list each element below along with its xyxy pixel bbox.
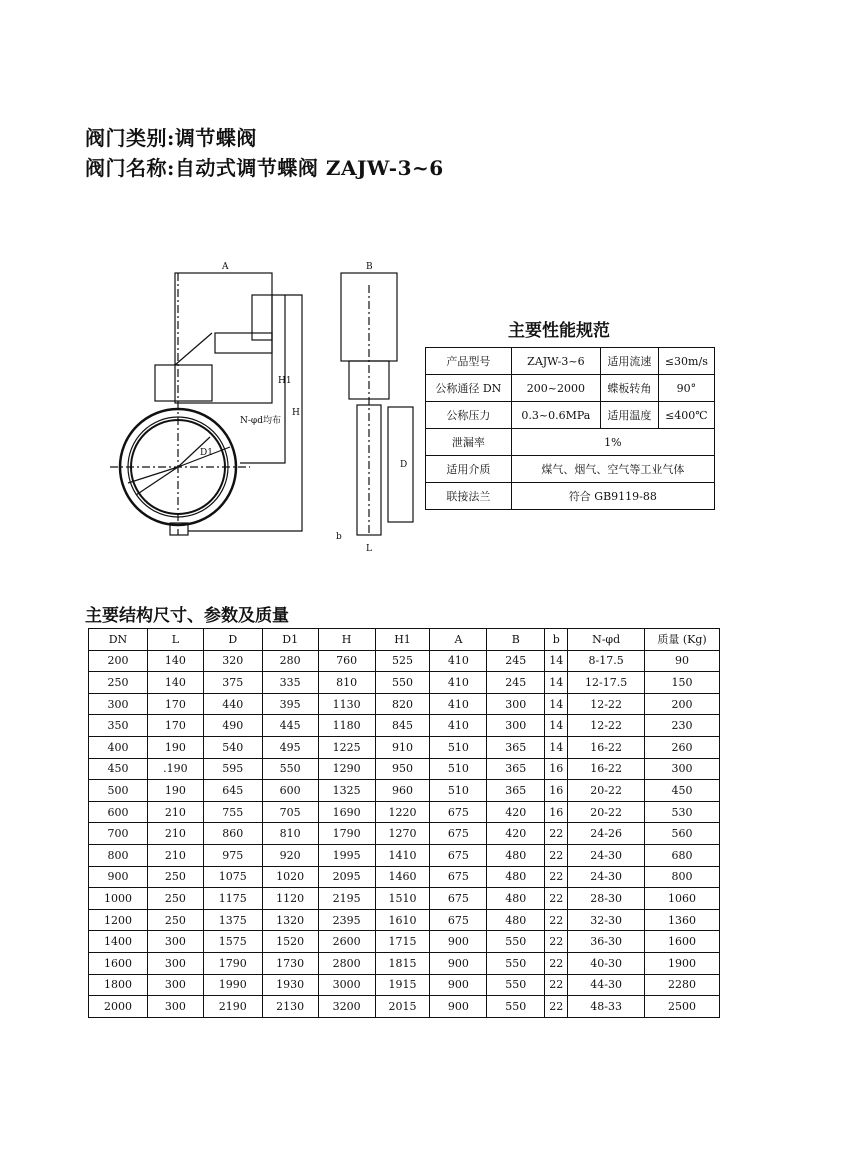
table-cell: 20-22	[568, 780, 645, 802]
table-cell: 3200	[318, 996, 375, 1018]
table-cell: 140	[147, 672, 203, 694]
table-cell: 810	[318, 672, 375, 694]
table-cell: 975	[203, 844, 262, 866]
dimensions-table	[88, 628, 720, 1018]
table-cell: 1460	[375, 866, 430, 888]
label-b-lower: b	[336, 532, 342, 542]
table-cell: 22	[545, 866, 568, 888]
table-cell: 300	[487, 715, 545, 737]
table-cell: 2500	[645, 996, 720, 1018]
table-row	[89, 650, 720, 672]
table-cell: 510	[430, 758, 487, 780]
table-cell: 365	[487, 736, 545, 758]
table-cell: 495	[262, 736, 318, 758]
table-cell: 680	[645, 844, 720, 866]
cell: 联接法兰	[426, 483, 512, 510]
table-cell: 1915	[375, 974, 430, 996]
table-cell: 1790	[318, 823, 375, 845]
table-cell: 250	[147, 909, 203, 931]
table-cell: 12-17.5	[568, 672, 645, 694]
table-cell: 860	[203, 823, 262, 845]
table-cell: 600	[262, 780, 318, 802]
table-cell: 28-30	[568, 888, 645, 910]
front-outline	[175, 273, 272, 403]
cell: ≤30m/s	[658, 348, 714, 375]
table-cell: 16	[545, 801, 568, 823]
table-cell: 260	[645, 736, 720, 758]
table-row	[426, 348, 715, 375]
table-cell: 800	[645, 866, 720, 888]
table-cell: 1175	[203, 888, 262, 910]
table-cell: 1900	[645, 952, 720, 974]
table-row	[89, 736, 720, 758]
table-cell: 335	[262, 672, 318, 694]
table-cell: 20-22	[568, 801, 645, 823]
table-cell: 2395	[318, 909, 375, 931]
table-cell: 12-22	[568, 693, 645, 715]
table-cell: 675	[430, 844, 487, 866]
table-cell: 960	[375, 780, 430, 802]
table-cell: 845	[375, 715, 430, 737]
table-cell: 14	[545, 672, 568, 694]
table-cell: 900	[430, 974, 487, 996]
column-header: H1	[375, 629, 430, 651]
table-row	[89, 909, 720, 931]
table-cell: 230	[645, 715, 720, 737]
table-cell: 410	[430, 693, 487, 715]
table-cell: 16-22	[568, 736, 645, 758]
table-cell: 500	[89, 780, 148, 802]
column-header: 质量 (Kg)	[645, 629, 720, 651]
table-cell: 480	[487, 909, 545, 931]
table-cell: 24-30	[568, 844, 645, 866]
cell: 0.3~0.6MPa	[511, 402, 600, 429]
table-cell: 14	[545, 650, 568, 672]
table-cell: 1410	[375, 844, 430, 866]
cell: 适用温度	[601, 402, 659, 429]
table-cell: 420	[487, 801, 545, 823]
table-cell: 22	[545, 909, 568, 931]
table-cell: 14	[545, 736, 568, 758]
label-h: H	[292, 408, 300, 418]
cell: 适用流速	[601, 348, 659, 375]
table-cell: 675	[430, 866, 487, 888]
table-cell: 300	[89, 693, 148, 715]
cell: 1%	[511, 429, 714, 456]
table-cell: 645	[203, 780, 262, 802]
table-cell: 900	[89, 866, 148, 888]
table-cell: 1020	[262, 866, 318, 888]
table-cell: 490	[203, 715, 262, 737]
table-cell: 2000	[89, 996, 148, 1018]
column-header: D1	[262, 629, 318, 651]
table-cell: 1815	[375, 952, 430, 974]
table-cell: 2095	[318, 866, 375, 888]
table-cell: 44-30	[568, 974, 645, 996]
label-l: L	[366, 544, 372, 554]
table-cell: 550	[375, 672, 430, 694]
table-cell: 22	[545, 974, 568, 996]
label-n-phid: N-φd均布	[240, 416, 281, 426]
table-cell: 705	[262, 801, 318, 823]
table-cell: 510	[430, 736, 487, 758]
table-row	[426, 429, 715, 456]
table-cell: 300	[147, 931, 203, 953]
table-cell: 600	[89, 801, 148, 823]
cell: 200~2000	[511, 375, 600, 402]
table-cell: 1320	[262, 909, 318, 931]
table-row	[89, 823, 720, 845]
table-row	[89, 866, 720, 888]
table-cell: 40-30	[568, 952, 645, 974]
column-header: B	[487, 629, 545, 651]
table-cell: 800	[89, 844, 148, 866]
column-header: DN	[89, 629, 148, 651]
table-cell: 1270	[375, 823, 430, 845]
table-cell: 1575	[203, 931, 262, 953]
table-cell: 170	[147, 715, 203, 737]
column-header: A	[430, 629, 487, 651]
table-cell: 2190	[203, 996, 262, 1018]
table-cell: 1220	[375, 801, 430, 823]
table-cell: 2280	[645, 974, 720, 996]
table-cell: 1520	[262, 931, 318, 953]
table-cell: 8-17.5	[568, 650, 645, 672]
table-row	[89, 758, 720, 780]
table-cell: 3000	[318, 974, 375, 996]
cell: 90°	[658, 375, 714, 402]
table-cell: 560	[645, 823, 720, 845]
table-cell: 920	[262, 844, 318, 866]
table-row	[426, 375, 715, 402]
gearbox	[155, 365, 212, 401]
table-row	[89, 672, 720, 694]
table-cell: 250	[147, 888, 203, 910]
table-cell: 300	[487, 693, 545, 715]
table-cell: 375	[203, 672, 262, 694]
table-cell: 1995	[318, 844, 375, 866]
label-a: A	[222, 262, 229, 272]
table-cell: 2015	[375, 996, 430, 1018]
table-cell: 1930	[262, 974, 318, 996]
table-cell: 2195	[318, 888, 375, 910]
table-cell: 550	[487, 952, 545, 974]
cell: 公称通径 DN	[426, 375, 512, 402]
table-cell: 550	[487, 996, 545, 1018]
table-cell: 1400	[89, 931, 148, 953]
column-header: L	[147, 629, 203, 651]
table-cell: 900	[430, 996, 487, 1018]
table-cell: 440	[203, 693, 262, 715]
table-cell: 1600	[89, 952, 148, 974]
table-cell: 395	[262, 693, 318, 715]
table-cell: 1715	[375, 931, 430, 953]
table-cell: 170	[147, 693, 203, 715]
table-cell: 48-33	[568, 996, 645, 1018]
label-d: D	[400, 460, 408, 470]
table-cell: 450	[645, 780, 720, 802]
cell: 公称压力	[426, 402, 512, 429]
table-cell: 480	[487, 844, 545, 866]
category-label: 阀门类别:	[85, 126, 175, 150]
table-cell: 755	[203, 801, 262, 823]
table-cell: 1200	[89, 909, 148, 931]
table-cell: 12-22	[568, 715, 645, 737]
table-cell: 250	[147, 866, 203, 888]
table-cell: 510	[430, 780, 487, 802]
table-row	[89, 888, 720, 910]
table-cell: 245	[487, 672, 545, 694]
table-cell: 700	[89, 823, 148, 845]
table-cell: 22	[545, 888, 568, 910]
table-cell: 200	[89, 650, 148, 672]
valve-category-line	[85, 122, 257, 151]
table-cell: 1730	[262, 952, 318, 974]
table-cell: 900	[430, 931, 487, 953]
valve-technical-drawing	[100, 255, 430, 565]
table-cell: 1075	[203, 866, 262, 888]
table-cell: 1800	[89, 974, 148, 996]
column-header: D	[203, 629, 262, 651]
table-row	[89, 844, 720, 866]
table-cell: 22	[545, 823, 568, 845]
table-row	[89, 801, 720, 823]
table-cell: 24-26	[568, 823, 645, 845]
table-cell: 300	[147, 974, 203, 996]
table-cell: 320	[203, 650, 262, 672]
table-row	[89, 715, 720, 737]
table-cell: 595	[203, 758, 262, 780]
table-cell: 400	[89, 736, 148, 758]
table-cell: 1990	[203, 974, 262, 996]
table-cell: 350	[89, 715, 148, 737]
table-cell: 16	[545, 758, 568, 780]
name-value: 自动式调节蝶阀 ZAJW-3~6	[174, 156, 444, 180]
table-cell: 410	[430, 715, 487, 737]
table-row	[89, 931, 720, 953]
table-cell: 210	[147, 801, 203, 823]
table-cell: 1130	[318, 693, 375, 715]
table-cell: 36-30	[568, 931, 645, 953]
table-cell: 245	[487, 650, 545, 672]
table-cell: 480	[487, 888, 545, 910]
table-cell: 14	[545, 693, 568, 715]
table-row	[426, 402, 715, 429]
valve-name-line	[85, 152, 444, 181]
table-cell: 1290	[318, 758, 375, 780]
column-header: N-φd	[568, 629, 645, 651]
table-cell: 1225	[318, 736, 375, 758]
table-cell: 1375	[203, 909, 262, 931]
table-row	[89, 693, 720, 715]
side-view	[336, 262, 413, 554]
table-cell: 90	[645, 650, 720, 672]
table-cell: 22	[545, 996, 568, 1018]
table-cell: 1510	[375, 888, 430, 910]
table-cell: 910	[375, 736, 430, 758]
table-cell: 365	[487, 780, 545, 802]
table-row	[426, 456, 715, 483]
table-cell: 22	[545, 952, 568, 974]
table-cell: 1610	[375, 909, 430, 931]
table-cell: 365	[487, 758, 545, 780]
table-row	[89, 952, 720, 974]
table-row	[89, 996, 720, 1018]
table-cell: 210	[147, 823, 203, 845]
cell: 符合 GB9119-88	[511, 483, 714, 510]
table-cell: 675	[430, 823, 487, 845]
column-header: H	[318, 629, 375, 651]
table-cell: 14	[545, 715, 568, 737]
table-cell: 1120	[262, 888, 318, 910]
table-cell: 22	[545, 844, 568, 866]
table-cell: 1690	[318, 801, 375, 823]
name-label: 阀门名称:	[85, 156, 175, 180]
table-cell: 410	[430, 672, 487, 694]
table-row	[426, 483, 715, 510]
performance-spec-table	[425, 347, 715, 510]
table-cell: 24-30	[568, 866, 645, 888]
table-cell: 1360	[645, 909, 720, 931]
table-cell: 1180	[318, 715, 375, 737]
table-cell: 450	[89, 758, 148, 780]
table-cell: 420	[487, 823, 545, 845]
table-cell: 32-30	[568, 909, 645, 931]
table-cell: 1325	[318, 780, 375, 802]
cell: 产品型号	[426, 348, 512, 375]
table-cell: 16-22	[568, 758, 645, 780]
table-cell: 900	[430, 952, 487, 974]
cell: 煤气、烟气、空气等工业气体	[511, 456, 714, 483]
cell: 泄漏率	[426, 429, 512, 456]
table-cell: 525	[375, 650, 430, 672]
dimensions-title: 主要结构尺寸、参数及质量	[85, 606, 289, 626]
table-cell: 2800	[318, 952, 375, 974]
table-cell: 675	[430, 909, 487, 931]
table-cell: 190	[147, 780, 203, 802]
table-cell: 1790	[203, 952, 262, 974]
table-cell: 250	[89, 672, 148, 694]
table-cell: 22	[545, 931, 568, 953]
table-cell: 410	[430, 650, 487, 672]
table-cell: 950	[375, 758, 430, 780]
table-cell: 190	[147, 736, 203, 758]
cell: ≤400℃	[658, 402, 714, 429]
table-cell: 550	[487, 931, 545, 953]
table-cell: 210	[147, 844, 203, 866]
table-cell: 550	[487, 974, 545, 996]
table-cell: 300	[645, 758, 720, 780]
table-cell: 480	[487, 866, 545, 888]
table-cell: 2600	[318, 931, 375, 953]
label-h1: H1	[278, 376, 292, 386]
table-cell: 810	[262, 823, 318, 845]
table-cell: 445	[262, 715, 318, 737]
table-cell: 16	[545, 780, 568, 802]
cell: 适用介质	[426, 456, 512, 483]
table-cell: 150	[645, 672, 720, 694]
table-cell: 280	[262, 650, 318, 672]
cell: 蝶板转角	[601, 375, 659, 402]
table-cell: 675	[430, 801, 487, 823]
table-cell: 200	[645, 693, 720, 715]
table-cell: 1060	[645, 888, 720, 910]
table-cell: 530	[645, 801, 720, 823]
table-row	[89, 974, 720, 996]
table-cell: 1000	[89, 888, 148, 910]
table-cell: .190	[147, 758, 203, 780]
table-cell: 675	[430, 888, 487, 910]
table-cell: 820	[375, 693, 430, 715]
table-cell: 550	[262, 758, 318, 780]
label-b-upper: B	[366, 262, 373, 272]
cell: ZAJW-3~6	[511, 348, 600, 375]
category-value: 调节蝶阀	[174, 126, 257, 150]
table-cell: 140	[147, 650, 203, 672]
column-header: b	[545, 629, 568, 651]
label-d1: D1	[200, 448, 213, 458]
header-row	[89, 629, 720, 651]
table-row	[89, 780, 720, 802]
table-cell: 300	[147, 996, 203, 1018]
table-cell: 300	[147, 952, 203, 974]
table-cell: 540	[203, 736, 262, 758]
spec-title: 主要性能规范	[508, 321, 610, 341]
table-cell: 1600	[645, 931, 720, 953]
table-cell: 760	[318, 650, 375, 672]
table-cell: 2130	[262, 996, 318, 1018]
